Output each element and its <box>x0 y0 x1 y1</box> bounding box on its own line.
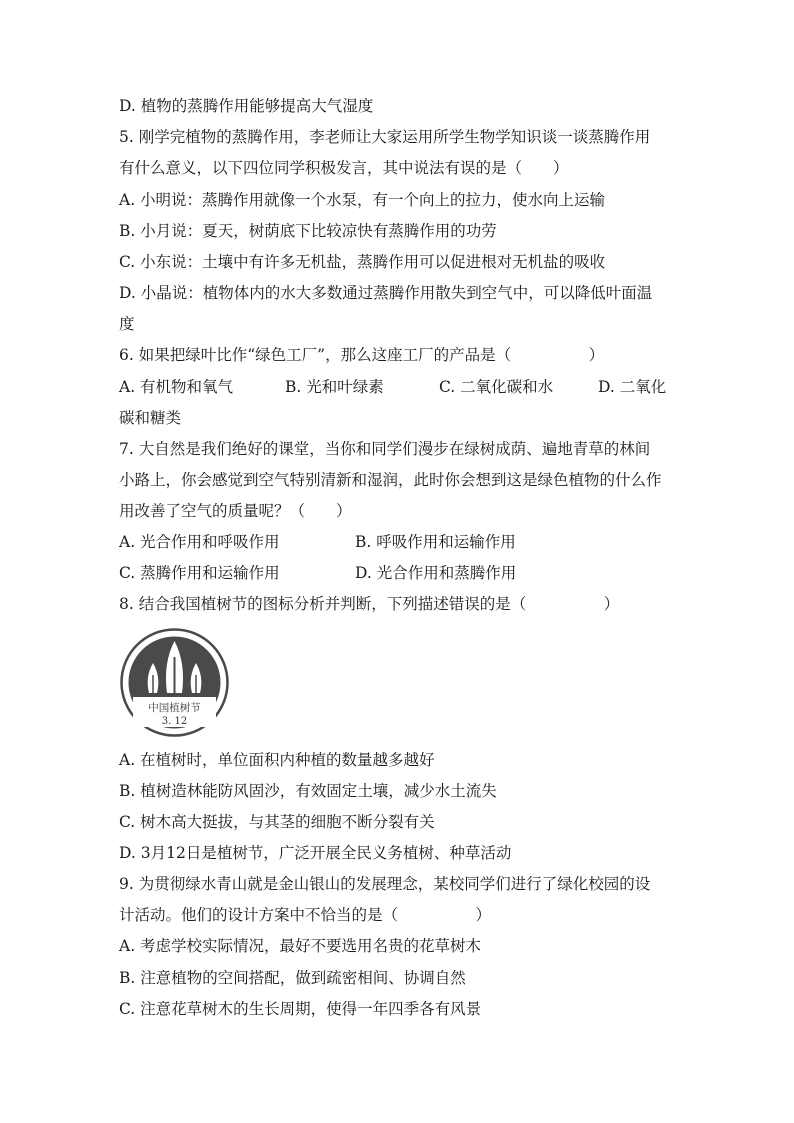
q7-stem-line3: 用改善了空气的质量呢？（ ） <box>119 502 352 520</box>
q8-option-b: B. 植树造林能防风固沙，有效固定土壤，减少水土流失 <box>119 782 497 800</box>
q8-option-c: C. 树木高大挺拔，与其茎的细胞不断分裂有关 <box>119 813 435 831</box>
q5-option-c: C. 小东说：土壤中有许多无机盐，蒸腾作用可以促进根对无机盐的吸收 <box>119 253 606 271</box>
q5-stem-line2: 有什么意义，以下四位同学积极发言，其中说法有误的是（ ） <box>119 159 569 177</box>
q8-option-d: D. 3月12日是植树节，广泛开展全民义务植树、种草活动 <box>119 844 512 862</box>
q5-stem-line1: 5. 刚学完植物的蒸腾作用，李老师让大家运用所学生物学知识谈一谈蒸腾作用 <box>119 128 651 146</box>
q5-option-a: A. 小明说：蒸腾作用就像一个水泵，有一个向上的拉力，使水向上运输 <box>119 191 606 209</box>
q7-option-c: C. 蒸腾作用和运输作用 <box>119 564 280 582</box>
q6-option-c: C. 二氧化碳和水 <box>439 378 554 396</box>
q8-option-a: A. 在植树时，单位面积内种植的数量越多越好 <box>119 751 435 769</box>
q9-stem-line1: 9. 为贯彻绿水青山就是金山银山的发展理念，某校同学们进行了绿化校园的设 <box>119 875 651 893</box>
q7-option-b: B. 呼吸作用和运输作用 <box>355 533 516 551</box>
q9-stem-line2: 计活动。他们的设计方案中不恰当的是（ ） <box>119 906 492 924</box>
q7-stem-line2: 小路上，你会感觉到空气特别清新和湿润，此时你会想到这是绿色植物的什么作 <box>119 471 662 489</box>
arbor-day-logo <box>119 627 230 738</box>
q6-option-d-cont: 碳和糖类 <box>119 409 182 427</box>
q9-option-a: A. 考虑学校实际情况，最好不要选用名贵的花草树木 <box>119 937 482 955</box>
q9-option-b: B. 注意植物的空间搭配，做到疏密相间、协调自然 <box>119 969 466 987</box>
q8-stem: 8. 结合我国植树节的图标分析并判断，下列描述错误的是（ ） <box>119 595 620 613</box>
q5-option-d-line1: D. 小晶说：植物体内的水大多数通过蒸腾作用散失到空气中，可以降低叶面温 <box>119 284 653 302</box>
logo-text-line2: 3. 12 <box>161 716 188 727</box>
q9-option-c: C. 注意花草树木的生长周期，使得一年四季各有风景 <box>119 1000 482 1018</box>
q6-options-row <box>119 377 679 397</box>
q6-option-d: D. 二氧化 <box>598 378 667 396</box>
q7-stem-line1: 7. 大自然是我们绝好的课堂，当你和同学们漫步在绿树成荫、遍地青草的林间 <box>119 440 651 458</box>
q6-option-a: A. 有机物和氧气 <box>119 378 234 396</box>
q4-option-d: D. 植物的蒸腾作用能够提高大气湿度 <box>119 97 374 115</box>
q7-options-row2 <box>119 563 679 583</box>
q7-options-row1 <box>119 532 679 552</box>
q7-option-d: D. 光合作用和蒸腾作用 <box>355 564 517 582</box>
q6-stem: 6. 如果把绿叶比作“绿色工厂”，那么这座工厂的产品是（ ） <box>119 346 605 364</box>
q5-option-d-line2: 度 <box>119 315 135 333</box>
logo-text-line1: 中国植树节 <box>148 702 201 714</box>
q5-option-b: B. 小月说：夏天，树荫底下比较凉快有蒸腾作用的功劳 <box>119 222 497 240</box>
q7-option-a: A. 光合作用和呼吸作用 <box>119 533 280 551</box>
q6-option-b: B. 光和叶绿素 <box>285 378 384 396</box>
